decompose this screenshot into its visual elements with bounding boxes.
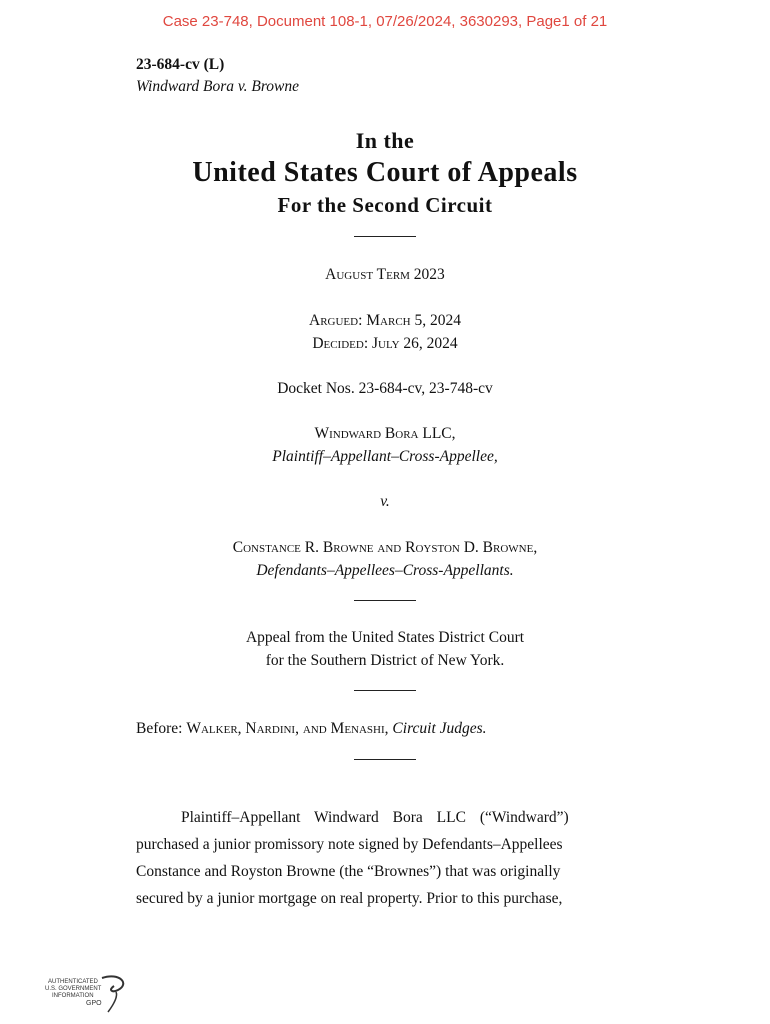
logo-text: INFORMATION <box>52 993 94 999</box>
logo-text: AUTHENTICATED <box>48 979 98 985</box>
appeal-line-2: for the Southern District of New York. <box>265 652 505 669</box>
court-name: United States Court of Appeals <box>192 157 578 188</box>
court-term: August Term 2023 <box>325 266 445 283</box>
court-in-the: In the <box>355 128 415 153</box>
argued-date: Argued: March 5, 2024 <box>309 312 461 329</box>
eagle-icon <box>102 976 123 991</box>
logo-text: U.S. GOVERNMENT <box>45 986 102 992</box>
defendant-names: Constance R. Browne and Royston D. Browne, <box>232 539 538 556</box>
ecf-header-stamp: Case 23-748, Document 108-1, 07/26/2024, 3630293, Page1 of 21 <box>162 13 608 30</box>
panel-title: Circuit Judges. <box>392 720 487 737</box>
case-short-title: Windward Bora v. Browne <box>136 78 300 95</box>
opinion-line: Plaintiff–Appellant Windward Bora LLC (“Windward”) <box>181 809 569 826</box>
versus: v. <box>380 493 390 510</box>
panel-judges: Walker, Nardini, and Menashi, <box>186 720 389 737</box>
plaintiff-name: Windward Bora LLC, <box>314 425 456 442</box>
divider <box>354 600 416 601</box>
before-prefix: Before: <box>136 720 187 737</box>
gpo-authenticated-logo <box>42 972 132 1016</box>
docket-numbers: Docket Nos. 23-684-cv, 23-748-cv <box>277 380 493 397</box>
appeal-line-1: Appeal from the United States District Court <box>245 629 525 646</box>
opinion-line: Constance and Royston Browne (the “Brownes”) that was originally <box>136 863 561 880</box>
divider <box>354 759 416 760</box>
opinion-line: secured by a junior mortgage on real property. Prior to this purchase, <box>136 890 563 907</box>
divider <box>354 236 416 237</box>
case-number: 23-684-cv (L) <box>136 56 225 73</box>
defendant-role: Defendants–Appellees–Cross-Appellants. <box>256 562 514 579</box>
opinion-line: purchased a junior promissory note signed by Defendants–Appellees <box>136 836 563 853</box>
plaintiff-role: Plaintiff–Appellant–Cross-Appellee, <box>272 448 498 465</box>
divider <box>354 690 416 691</box>
opinion-text <box>136 804 634 912</box>
logo-text: GPO <box>86 1000 102 1007</box>
court-circuit: For the Second Circuit <box>277 193 493 217</box>
panel-before <box>136 720 487 738</box>
decided-date: Decided: July 26, 2024 <box>312 335 458 352</box>
